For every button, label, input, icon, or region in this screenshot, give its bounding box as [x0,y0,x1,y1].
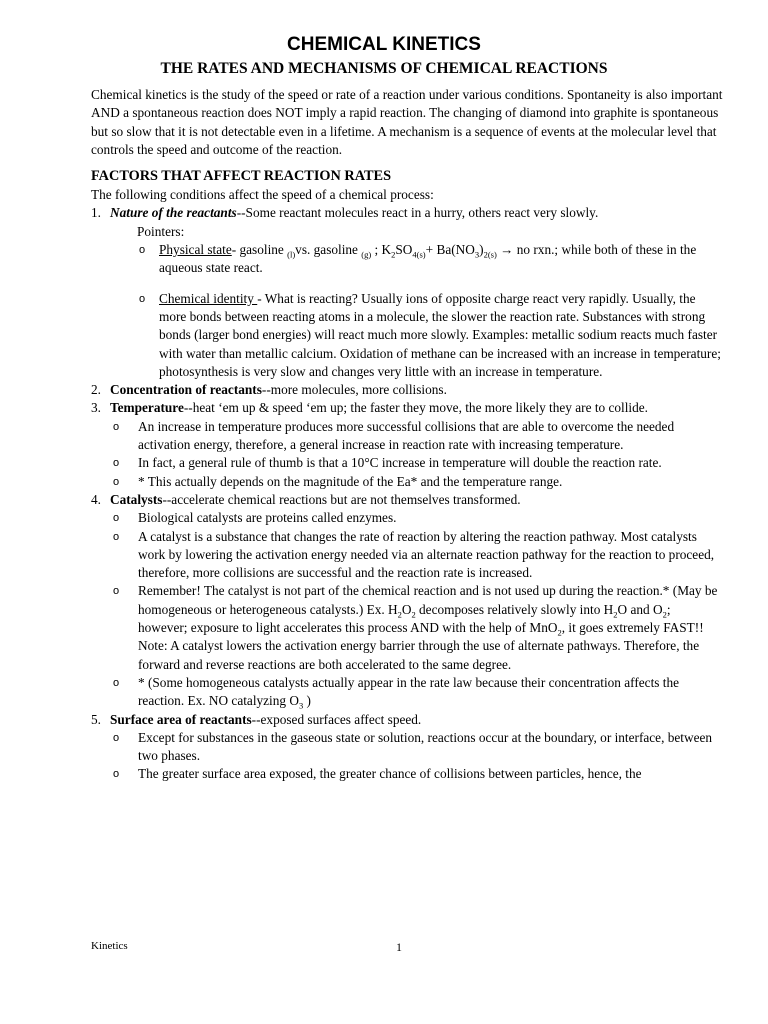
bullet-temperature-3: o * This actually depends on the magnitude of the Ea* and the temperature range. [91,473,723,491]
factor-5 [91,711,723,729]
factor-number: 4. [91,491,101,507]
document-body [91,86,723,784]
bullet-marker: o [113,731,120,744]
factor-number: 2. [91,382,101,398]
arrow-icon: → [496,242,517,258]
bullet-temperature-2: o In fact, a general rule of thumb is that a 10°C increase in temperature will double the reaction rate. [91,454,723,472]
factor-2 [91,381,723,399]
bullet-marker: o [113,420,120,433]
bullet-marker: o [139,244,146,257]
bullet-marker: o [113,530,120,543]
pointers-label: Pointers: [137,223,185,239]
factor-text: --heat ‘em up & speed ‘em up; the faster they move, the more likely they are to collide. [183,400,648,416]
bullet-catalyst-2: o A catalyst is a substance that changes the rate of reaction by altering the reaction pathway. Most catalysts work by lowering the activation energy needed via an alternate reaction pathway for the reaction to proceed, therefore, more collisions are successful and the reaction rate is increased. [113,528,715,581]
intro-paragraph: Chemical kinetics is the study of the speed or rate of a reaction under various conditions. Spontaneity is also important AND a spontaneous reaction does NOT imply a rapid reaction. The changing of diamond into graphite is spontaneous but so slow that it is not detectable even in a lifetime. A mechanism is a sequence of events at the molecular level that controls the speed and outcome of the reaction. [91,87,723,157]
factor-term: Surface area of reactants [110,711,252,727]
factor-number: 1. [91,205,101,221]
footer-label: Kinetics [91,940,128,952]
factor-term: Catalysts [110,491,163,507]
bullet-marker: o [113,676,120,689]
bullet-marker: o [139,292,146,305]
bullet-temperature-1: o An increase in temperature produces more successful collisions that are able to overcome the needed activation energy, therefore, a general increase in reaction rate with increasing temperature. [113,418,675,453]
factor-term: Concentration of reactants [110,382,262,398]
bullet-physical-state: o Physical state- gasoline $_{(l)}$vs. gasoline $_{(g)}$ ; $K_2SO_{4(s)}+ Ba(NO_3)_{2(s)}$ → no rxn.; while both of these in the aqueous state react. [139,242,697,276]
section-lead: The following conditions affect the speed of a chemical process: [91,187,434,203]
factor-text: --more molecules, more collisions. [261,382,447,398]
bullet-catalyst-1: o Biological catalysts are proteins called enzymes. [91,509,723,527]
section-heading: FACTORS THAT AFFECT REACTION RATES [91,168,392,185]
bullet-marker: o [113,457,120,470]
bullet-surface-2: o The greater surface area exposed, the greater chance of collisions between particles, hence, the [91,765,723,783]
factor-1 [91,204,723,222]
factor-term: Temperature [110,400,184,416]
factor-3 [91,399,723,417]
bullet-catalyst-4: o * (Some homogeneous catalysts actually appear in the rate law because their concentration affects the reaction. Ex. NO catalyzing $O_3$ ) [113,674,680,711]
factor-4 [91,491,723,509]
bullet-marker: o [113,475,120,488]
factor-number: 5. [91,711,101,727]
bullet-marker: o [113,768,120,781]
document-subtitle: THE RATES AND MECHANISMS OF CHEMICAL REACTIONS [160,60,608,77]
page-number: 1 [396,940,402,954]
factor-text: --exposed surfaces affect speed. [251,711,422,727]
factor-text: --Some reactant molecules react in a hurry, others react very slowly. [236,205,599,221]
bullet-marker: o [113,512,120,525]
bullet-chemical-identity: o Chemical identity - What is reacting? Usually ions of opposite charge react very rapidly. Usually, the more bonds between reacting atoms in a molecule, the slower the reaction rate. Substances with strong bonds (larger bond energies) will react much more slowly. Examples: metallic sodium reacts much faster with water than metallic calcium. Oxidation of methane can be increased with an increase in temperature; photosynthesis is very slow and changes very little with an increase in temperature. [139,290,721,379]
factor-text: --accelerate chemical reactions but are not themselves transformed. [162,491,521,507]
factor-number: 3. [91,400,101,416]
bullet-catalyst-3: o Remember! The catalyst is not part of the chemical reaction and is not used up during the reaction.* (May be homogeneous or heterogeneous catalysts.) Ex. $H_2O_2$ decomposes relatively slowly into $H_2O$ and $O_2$; however; exposure to light accelerates this process AND with the help of MnO$_2$, it goes extremely FAST!! Note: A catalyst lowers the activation energy barrier through the use of alternate pathways. Therefore, the forward and reverse reactions are both accelerated to the same degree. [113,583,718,672]
bullet-marker: o [113,585,120,598]
factor-term: Nature of the reactants [110,205,237,221]
document-title: CHEMICAL KINETICS [287,34,481,55]
bullet-surface-1: o Except for substances in the gaseous state or solution, reactions occur at the boundary, or interface, between two phases. [113,729,713,764]
